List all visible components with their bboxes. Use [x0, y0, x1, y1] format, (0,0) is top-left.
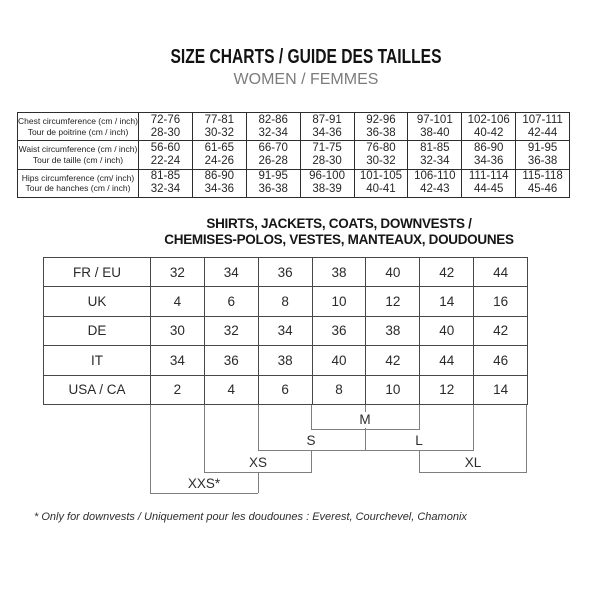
- size-cell: 40: [366, 258, 420, 287]
- cm-range: 92-96: [366, 113, 396, 126]
- size-cell: 36: [258, 258, 312, 287]
- bracket-label-xs: XS: [236, 455, 280, 471]
- bracket-line: [419, 405, 420, 429]
- cm-range: 56-60: [150, 141, 181, 154]
- size-cell: 16: [474, 287, 528, 316]
- cm-range: 81-85: [420, 141, 450, 154]
- footnote: * Only for downvests / Uniquement pour les doudounes : Everest, Courchevel, Chamonix: [34, 511, 467, 523]
- cm-range: 66-70: [258, 141, 288, 154]
- inch-range: 30-32: [366, 154, 396, 167]
- size-cell: 36: [204, 346, 258, 375]
- inch-range: 44-45: [473, 183, 504, 196]
- measurement-cell: [246, 169, 300, 197]
- size-cell: 10: [312, 287, 366, 316]
- measurement-cell: [408, 169, 462, 197]
- inch-range: 36-38: [258, 183, 288, 196]
- inch-range: 28-30: [150, 126, 181, 139]
- cm-range: 71-75: [312, 141, 342, 154]
- bracket-line: [258, 472, 259, 493]
- row-label-cell: [18, 113, 139, 141]
- cm-range: 96-100: [309, 170, 345, 183]
- size-cell: 14: [420, 287, 474, 316]
- row-label-cell: [18, 141, 139, 169]
- measurement-cell: [192, 113, 246, 141]
- inch-range: 36-38: [366, 126, 396, 139]
- size-cell: 10: [366, 375, 420, 404]
- size-cell: 34: [204, 258, 258, 287]
- size-cell: 2: [151, 375, 205, 404]
- row-label-en: Chest circumference (cm / inch): [18, 116, 138, 127]
- cm-range: 91-95: [527, 141, 558, 154]
- inch-range: 30-32: [204, 126, 235, 139]
- region-label-cell: IT: [44, 346, 151, 375]
- bracket-label-xxs: XXS*: [182, 476, 226, 492]
- size-cell: 40: [312, 346, 366, 375]
- measurements-table: [17, 112, 570, 198]
- size-cell: 12: [366, 287, 420, 316]
- inch-range: 40-42: [473, 126, 504, 139]
- cm-range: 111-114: [468, 170, 509, 183]
- measurement-cell: [300, 169, 354, 197]
- inch-range: 34-36: [204, 183, 235, 196]
- measurement-cell: [354, 141, 408, 169]
- size-cell: 32: [151, 258, 205, 287]
- inch-range: 34-36: [312, 126, 342, 139]
- row-label-en: Hips circumference (cm/ inch): [21, 172, 135, 183]
- measurements-row-chest: [18, 113, 570, 141]
- conversion-row-fr-eu: [44, 258, 528, 287]
- bracket-line: [419, 472, 527, 473]
- cm-range: 115-118: [522, 170, 563, 183]
- bracket-line: [526, 405, 527, 472]
- measurement-cell: [408, 113, 462, 141]
- conversion-row-usa-ca: [44, 375, 528, 404]
- cm-range: 106-110: [414, 170, 456, 183]
- conversion-row-de: [44, 316, 528, 345]
- size-cell: 6: [258, 375, 312, 404]
- size-cell: 8: [312, 375, 366, 404]
- inch-range: 32-34: [420, 154, 450, 167]
- size-cell: 4: [204, 375, 258, 404]
- size-cell: 36: [312, 316, 366, 345]
- size-cell: 6: [204, 287, 258, 316]
- cm-range: 102-106: [467, 113, 510, 126]
- measurement-cell: [300, 141, 354, 169]
- cm-range: 101-105: [359, 170, 403, 183]
- inch-range: 22-24: [150, 154, 181, 167]
- bracket-line: [258, 450, 474, 451]
- cm-range: 77-81: [204, 113, 235, 126]
- inch-range: 28-30: [312, 154, 342, 167]
- cm-range: 97-101: [416, 113, 453, 126]
- bracket-label-xl: XL: [451, 455, 495, 471]
- inch-range: 42-44: [527, 126, 558, 139]
- measurements-row-waist: [18, 141, 570, 169]
- cm-range: 81-85: [150, 170, 181, 183]
- size-cell: 14: [474, 375, 528, 404]
- measurements-row-hips: [18, 169, 570, 197]
- bracket-line: [419, 450, 420, 472]
- measurement-cell: [516, 169, 570, 197]
- cm-range: 91-95: [258, 170, 288, 183]
- measurement-cell: [462, 113, 516, 141]
- inch-range: 45-46: [527, 183, 558, 196]
- region-label-cell: DE: [44, 316, 151, 345]
- region-label-cell: UK: [44, 287, 151, 316]
- size-cell: 12: [420, 375, 474, 404]
- bracket-label-s: S: [289, 433, 333, 449]
- measurement-cell: [516, 113, 570, 141]
- row-label-fr: Tour de hanches (cm / inch): [25, 183, 131, 194]
- size-cell: 4: [151, 287, 205, 316]
- measurement-cell: [192, 169, 246, 197]
- size-cell: 42: [474, 316, 528, 345]
- row-label-cell: [18, 169, 139, 197]
- bracket-line: [311, 450, 312, 472]
- section-title: [39, 216, 600, 247]
- page-subtitle: WOMEN / FEMMES: [233, 71, 379, 88]
- cm-range: 76-80: [366, 141, 396, 154]
- inch-range: 42-43: [420, 183, 450, 196]
- conversion-row-uk: [44, 287, 528, 316]
- row-label-fr: Tour de taille (cm / inch): [32, 154, 124, 165]
- measurement-cell: [246, 141, 300, 169]
- bracket-line: [311, 405, 312, 429]
- section-title-line2: CHEMISES-POLOS, VESTES, MANTEAUX, DOUDOUNES: [164, 231, 514, 247]
- cm-range: 86-90: [204, 170, 235, 183]
- measurement-cell: [516, 141, 570, 169]
- size-cell: 44: [474, 258, 528, 287]
- measurement-cell: [192, 141, 246, 169]
- cm-range: 107-111: [522, 113, 563, 126]
- size-cell: 38: [312, 258, 366, 287]
- measurement-cell: [139, 169, 193, 197]
- size-cell: 46: [474, 346, 528, 375]
- inch-range: 36-38: [527, 154, 558, 167]
- bracket-label-m: M: [343, 412, 387, 428]
- bracket-label-l: L: [397, 433, 441, 449]
- size-cell: 32: [204, 316, 258, 345]
- size-cell: 38: [258, 346, 312, 375]
- bracket-line: [150, 493, 258, 494]
- bracket-line: [204, 405, 205, 472]
- cm-range: 87-91: [312, 113, 342, 126]
- cm-range: 86-90: [473, 141, 504, 154]
- size-conversion-table: [43, 257, 528, 405]
- inch-range: 24-26: [204, 154, 235, 167]
- conversion-row-it: [44, 346, 528, 375]
- size-cell: 40: [420, 316, 474, 345]
- bracket-line: [258, 405, 259, 450]
- row-label-fr: Tour de poitrine (cm / inch): [27, 126, 129, 137]
- inch-range: 38-40: [420, 126, 450, 139]
- measurement-cell: [139, 113, 193, 141]
- cm-range: 82-86: [258, 113, 288, 126]
- region-label-cell: FR / EU: [44, 258, 151, 287]
- inch-range: 32-34: [258, 126, 288, 139]
- size-cell: 34: [151, 346, 205, 375]
- page-title: SIZE CHARTS / GUIDE DES TAILLES: [170, 46, 442, 68]
- measurement-cell: [246, 113, 300, 141]
- measurement-cell: [300, 113, 354, 141]
- measurement-cell: [462, 141, 516, 169]
- inch-range: 34-36: [473, 154, 504, 167]
- size-cell: 44: [420, 346, 474, 375]
- measurement-cell: [462, 169, 516, 197]
- bracket-line: [150, 405, 151, 493]
- inch-range: 32-34: [150, 183, 181, 196]
- inch-range: 38-39: [312, 183, 342, 196]
- cm-range: 72-76: [150, 113, 181, 126]
- bracket-line: [473, 405, 474, 450]
- size-cell: 42: [420, 258, 474, 287]
- cm-range: 61-65: [204, 141, 235, 154]
- measurement-cell: [139, 141, 193, 169]
- section-title-line1: SHIRTS, JACKETS, COATS, DOWNVESTS /: [206, 216, 472, 231]
- size-cell: 42: [366, 346, 420, 375]
- measurement-cell: [354, 113, 408, 141]
- measurement-cell: [408, 141, 462, 169]
- size-cell: 38: [366, 316, 420, 345]
- inch-range: 40-41: [366, 183, 396, 196]
- size-cell: 34: [258, 316, 312, 345]
- region-label-cell: USA / CA: [44, 375, 151, 404]
- size-cell: 8: [258, 287, 312, 316]
- bracket-line: [204, 472, 312, 473]
- measurement-cell: [354, 169, 408, 197]
- size-cell: 30: [151, 316, 205, 345]
- inch-range: 26-28: [258, 154, 288, 167]
- bracket-line: [311, 429, 420, 430]
- row-label-en: Waist circumference (cm / inch): [18, 144, 138, 155]
